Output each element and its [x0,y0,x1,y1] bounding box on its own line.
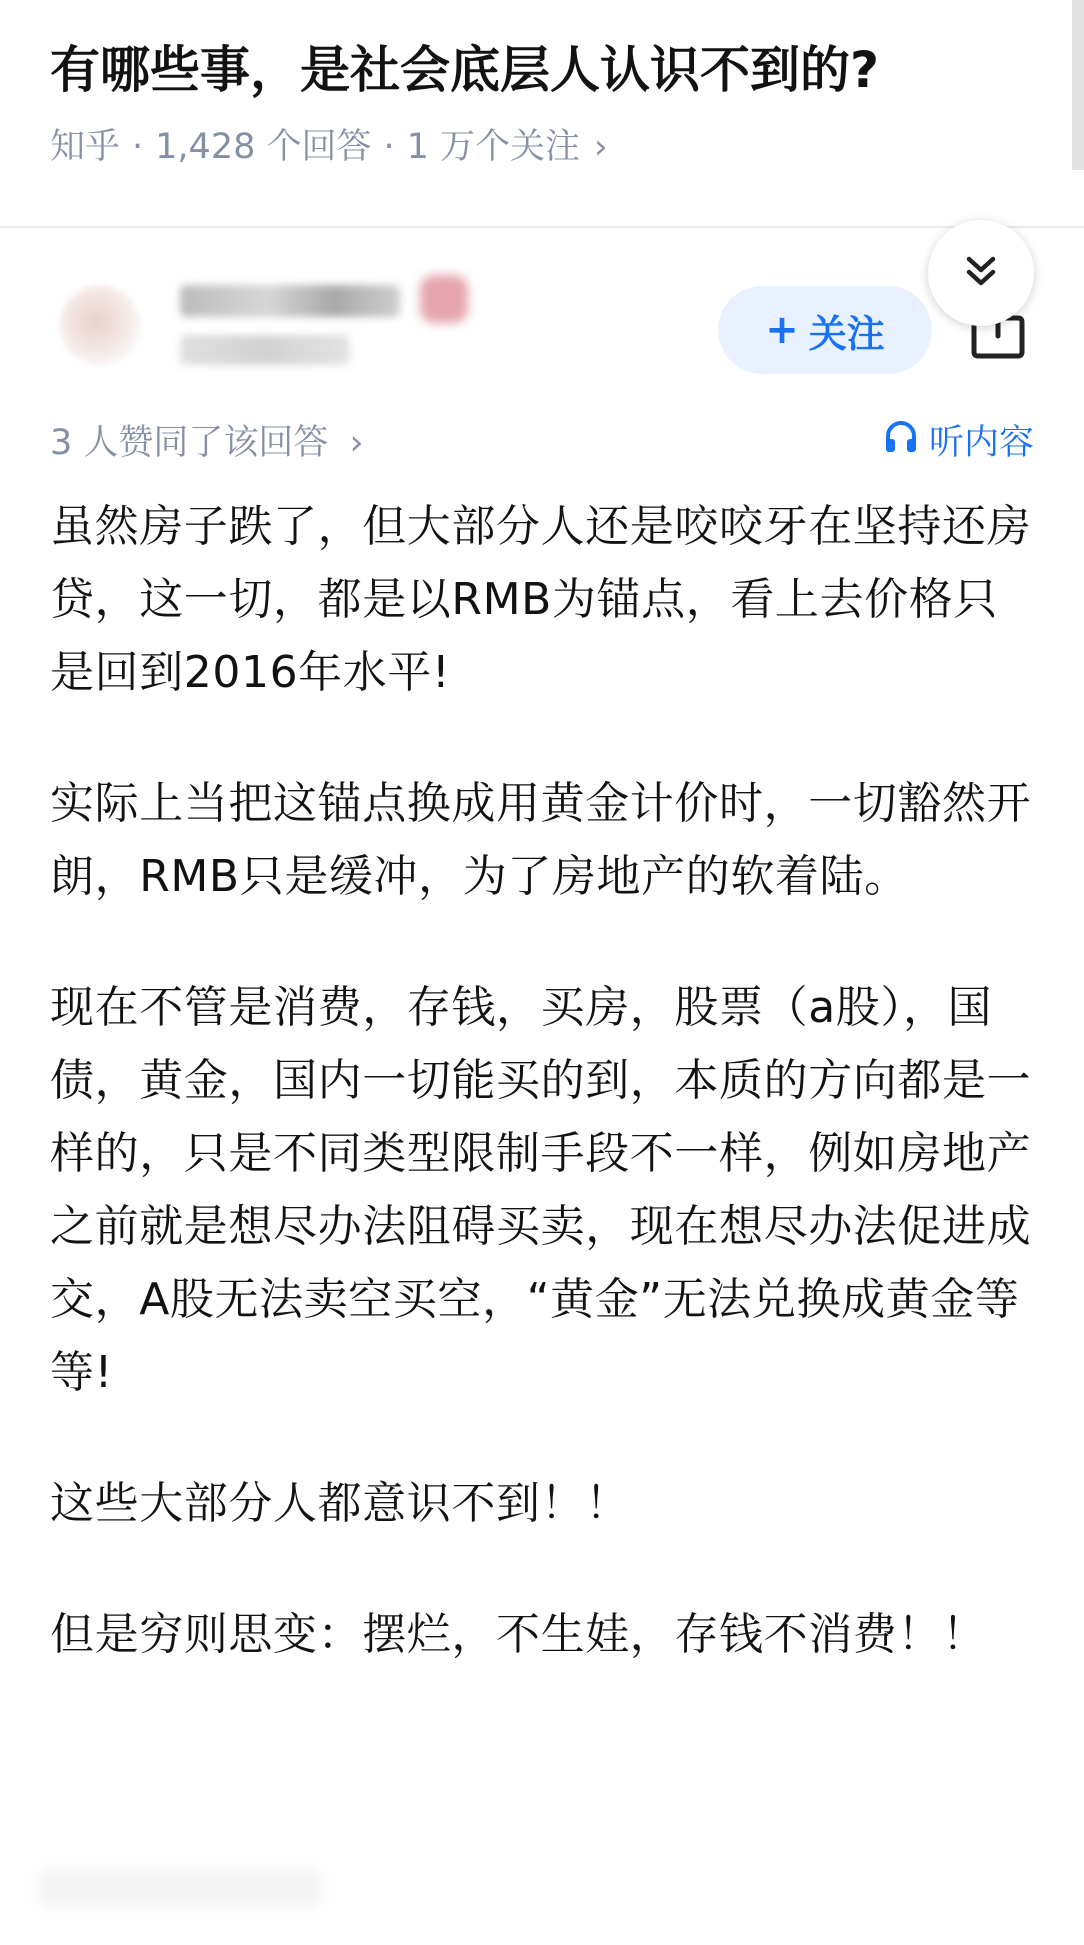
scrollbar[interactable] [1072,0,1084,170]
plus-icon: + [765,307,799,353]
answer-paragraph: 虽然房子跌了，但大部分人还是咬咬牙在坚持还房贷，这一切，都是以RMB为锚点，看上去价格只是回到2016年水平! [50,501,1032,698]
follow-button[interactable] [718,286,932,374]
question-title[interactable]: 有哪些事，是社会底层人认识不到的? [50,41,880,99]
author-badge-blurred [420,275,468,323]
question-header [50,30,1044,172]
author-headline-blurred [180,335,350,365]
divider [0,226,1084,228]
source-label: 知乎 [50,127,121,167]
question-meta[interactable] [50,122,1044,172]
follower-count: 1 万个关注 [406,127,581,167]
chevron-right-icon: › [594,127,608,167]
answer-paragraph: 实际上当把这锚点换成用黄金计价时，一切豁然开朗，RMB只是缓冲，为了房地产的软着陆。 [50,778,1032,902]
separator-dot: · [383,127,395,167]
headphones-icon [883,418,929,468]
author-info[interactable] [50,255,700,385]
answer-content [50,490,1040,1729]
answer-paragraph: 现在不管是消费，存钱，买房，股票（a股），国债，黄金，国内一切能买的到，本质的方向都是一样的，只是不同类型限制手段不一样，例如房地产之前就是想尽办法阻碍买卖，现在想尽办法促进成交，A股无法卖空买空，“黄金”无法兑换成黄金等等! [50,982,1032,1398]
listen-button[interactable] [883,418,1034,468]
follow-label: 关注 [808,311,885,356]
collapse-button[interactable] [928,220,1034,326]
chevron-right-icon: › [349,423,364,463]
double-chevron-down-icon [961,251,1001,295]
answer-count: 1,428 个回答 [155,127,372,167]
footer-blurred [40,1870,320,1906]
answer-paragraph: 但是穷则思变：摆烂，不生娃，存钱不消费！！ [50,1609,987,1660]
separator-dot: · [132,127,144,167]
author-name-blurred[interactable] [180,285,400,317]
avatar[interactable] [60,285,140,365]
listen-label: 听内容 [928,423,1034,463]
vote-summary[interactable] [50,418,364,468]
vote-count-text: 3 人赞同了该回答 [50,423,329,463]
answer-paragraph: 这些大部分人都意识不到！！ [50,1478,630,1529]
